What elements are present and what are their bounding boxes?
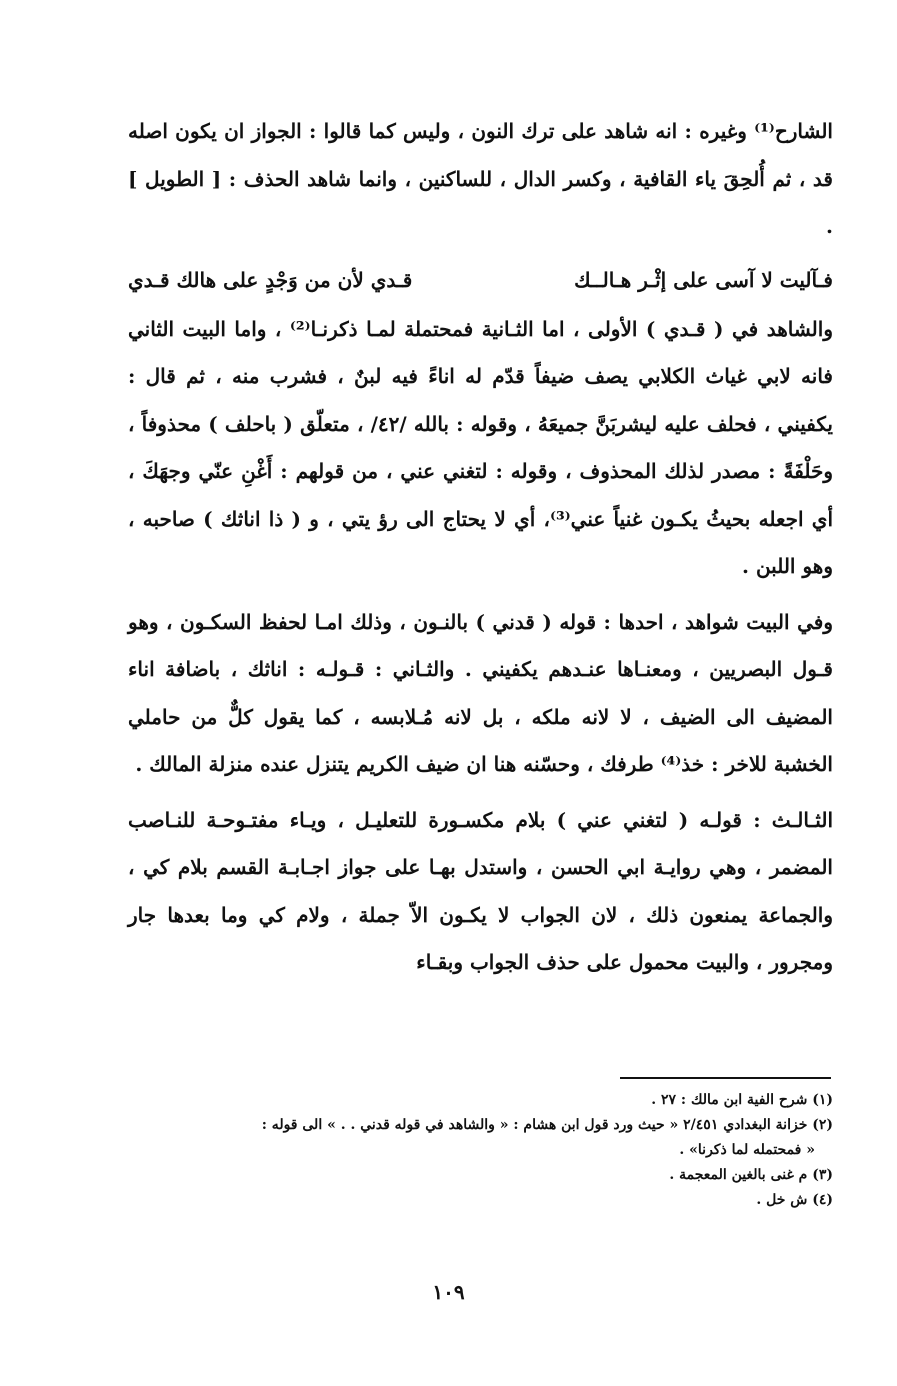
footnotes — [110, 1088, 833, 1213]
footnote-3: (٣) م غنى بالغين المعجمة . — [669, 1167, 833, 1183]
footnote-1: (١) شرح الفية ابن مالك : ٢٧ . — [651, 1092, 833, 1108]
paragraph-4: الثـالـث : قولـه ( لتغني عني ) بلام مكسـورة للتعليـل ، ويـاء مفتـوحـة للنـاصب المضمر ، وهي روايـة ابي الحسن ، واستدل بهـا على جواز اجـابـة القسم بلام كي ، والجماعة يمنعون ذلك ، لان الجواب لا يكـون الاّ جملة ، ولام كي وما بعدها جار ومجرور ، والبيت محمول على حذف الجواب وبقـاء — [128, 807, 833, 974]
poetry-verse — [128, 257, 833, 304]
paragraph-2: والشاهد في ( قـدي ) الأولى ، اما الثـانية فمحتملة لمـا ذكرنـا⁽²⁾ ، واما البيت الثاني فانه لابي غياث الكلابي يصف ضيفاً قدّم له اناءً فيه لبنٌ ، فشرب منه ، ثم قال : يكفيني ، فحلف عليه ليشربَنَّ جميعَهُ ، وقوله : بالله /٤٢/ ، متعلّق ( باحلف ) محذوفاً ، وحَلْفَةً : مصدر لذلك المحذوف ، وقوله : لتغني عني ، من قولهم : أَغْنِ عنّي وجهَكَ ، أي اجعله بحيثُ يكـون غنياً عني⁽³⁾، أي لا يحتاج الى رؤ يتي ، و ( ذا اناثك ) صاحبه ، وهو اللبن . — [128, 316, 834, 578]
main-text — [128, 108, 833, 987]
footnote-4: (٤) ش خل . — [756, 1192, 833, 1208]
paragraph-3: وفي البيت شواهد ، احدها : قوله ( قدني ) بالنـون ، وذلك امـا لحفظ السكـون ، وهو قـول البصريين ، ومعنـاها عنـدهم يكفيني . والثـاني : قـولـه : اناثك ، باضافة اناء المضيف الى الضيف ، لا لانه ملكه ، بل لانه مُـلابسه ، كما يقول كلٌّ من حاملي الخشبة للاخر : خذ⁽⁴⁾ طرفك ، وحسّنه هنا ان ضيف الكريم يتنزل عنده منزلة المالك . — [128, 609, 833, 776]
footnote-2: (٢) خزانة البغدادي ٢/٤٥١ « حيث ورد قول ابن هشام : « والشاهد في قوله قدني . . » الى قوله : — [261, 1117, 833, 1133]
page-number: ١٠٩ — [432, 1280, 465, 1304]
verse-first-hemistich: فـآليت لا آسى على إثْـر هـالــك — [574, 267, 833, 292]
footnote-separator — [620, 1077, 831, 1079]
footnote-2-continuation: « فمحتمله لما ذكرنا» . — [679, 1142, 815, 1158]
paragraph-1: الشارح⁽¹⁾ وغيره : انه شاهد على ترك النون ، وليس كما قالوا : الجواز ان يكون اصله قد ، ثم أُلحِقَ ياء القافية ، وكسر الدال ، للساكنين ، وانما شاهد الحذف : [ الطويل ] . — [128, 119, 833, 238]
verse-second-hemistich: قـدي لأن من وَجْدٍ على هالك قـدي — [128, 267, 413, 292]
